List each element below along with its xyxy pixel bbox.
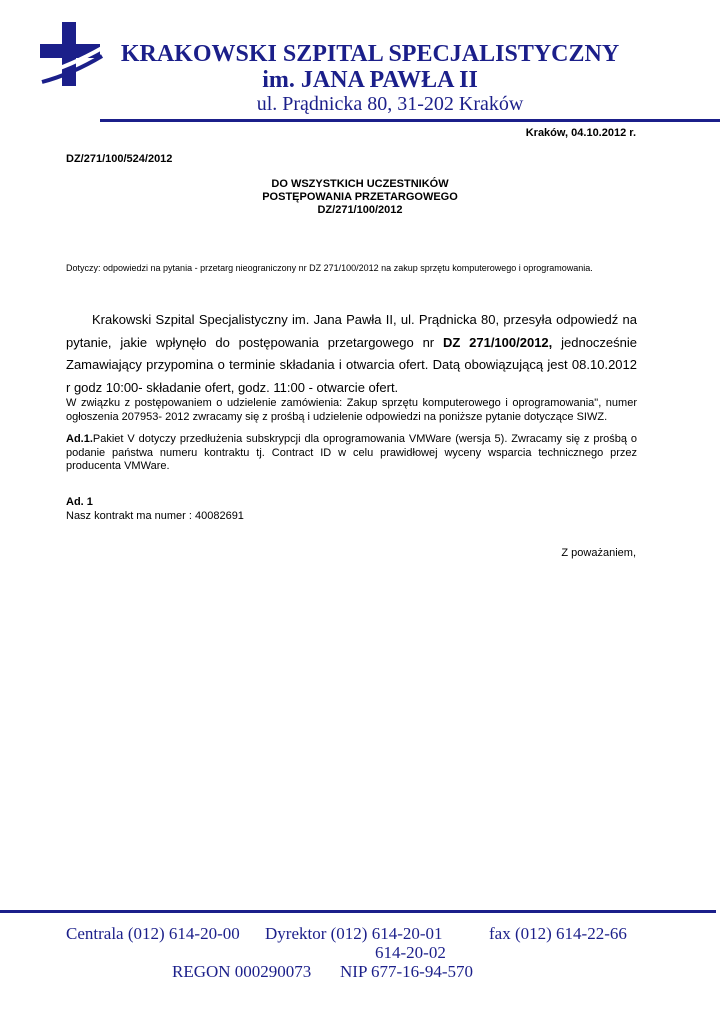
letter-date: Kraków, 04.10.2012 r. — [525, 127, 636, 139]
answer-text: Nasz kontrakt ma numer : 40082691 — [66, 510, 244, 522]
footer-regon: REGON 000290073 — [172, 962, 312, 981]
answer-label: Ad. 1 — [66, 496, 93, 508]
reference-number: DZ/271/100/524/2012 — [66, 153, 173, 165]
main-paragraph-text-a: Krakowski Szpital Specjalistyczny im. Jana Pawła II, ul. Prądnicka 80, przesyła odpowiedź na pytanie, jakie wpłynęło do postępowania przetargowego nr — [66, 312, 637, 350]
footer-director-phone-2: 614-20-02 — [375, 943, 446, 962]
header-divider — [100, 119, 720, 122]
question-text: Pakiet V dotyczy przedłużenia subskrypcji dla oprogramowania VMWare (wersja 5). Zwracamy się z prośbą o podanie państwa numeru kontraktu tj. Contract ID w celu prawidłowej wyceny wsparcia technicznego przez producenta VMWare. — [66, 433, 637, 472]
subject-line: Dotyczy: odpowiedzi na pytania - przetarg nieograniczony nr DZ 271/100/2012 na zakup sprzętu komputerowego i oprogramowania. — [66, 263, 593, 273]
footer-nip: NIP 677-16-94-570 — [340, 962, 473, 981]
main-paragraph — [66, 309, 637, 399]
question-label: Ad.1. — [66, 433, 93, 445]
hospital-patron: im. JANA PAWŁA II — [262, 67, 478, 93]
hospital-address: ul. Prądnicka 80, 31-202 Kraków — [256, 93, 524, 115]
footer-fax: fax (012) 614-22-66 — [489, 924, 627, 943]
tender-number: DZ 271/100/2012, — [442, 334, 553, 350]
context-paragraph: W związku z postępowaniem o udzielenie zamówienia: Zakup sprzętu komputerowego i oprogramowania", numer ogłoszenia 207953- 2012 zwracamy się z prośbą i udzielenie odpowiedzi na poniższe pytanie dotyczące SIWZ. — [66, 397, 637, 423]
hospital-cross-icon — [40, 22, 104, 94]
hospital-name: KRAKOWSKI SZPITAL SPECJALISTYCZNY — [120, 41, 620, 67]
main-paragraph-text-b: jednocześnie Zamawiający przypomina o terminie składania i otwarcia ofert. Datą obowiązującą jest 08.10.2012 r godz 10:00- składanie ofert, godz. 11:00 - otwarcie ofert. — [66, 334, 638, 395]
footer-central-phone: Centrala (012) 614-20-00 — [66, 924, 240, 943]
addressee-line-1: DO WSZYSTKICH UCZESTNIKÓW — [271, 178, 449, 190]
addressee-line-2: POSTĘPOWANIA PRZETARGOWEGO — [262, 191, 458, 203]
question-paragraph — [66, 433, 637, 474]
closing-salutation: Z poważaniem, — [561, 547, 636, 559]
footer-director-phone: Dyrektor (012) 614-20-01 — [265, 924, 443, 943]
addressee-line-3: DZ/271/100/2012 — [317, 204, 403, 216]
footer-divider — [0, 910, 716, 913]
